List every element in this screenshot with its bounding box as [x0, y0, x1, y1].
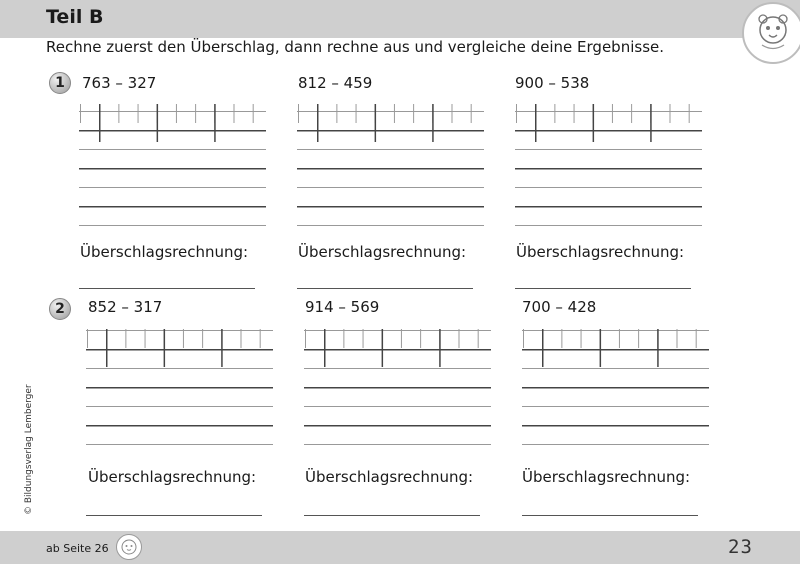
estimate-label-1c: Überschlagsrechnung:	[516, 243, 685, 261]
page-title: Teil B	[46, 6, 104, 28]
instruction-text: Rechne zuerst den Überschlag, dann rechne aus und vergleiche deine Ergebnisse.	[46, 38, 665, 56]
copyright-text: © Bildungsverlag Lemberger	[24, 384, 34, 515]
estimate-label-2b: Überschlagsrechnung:	[305, 468, 474, 486]
estimate-answer-line-1c[interactable]	[515, 288, 691, 289]
estimate-answer-line-2c[interactable]	[522, 515, 698, 516]
estimate-label-2a: Überschlagsrechnung:	[88, 468, 257, 486]
estimate-label-2c: Überschlagsrechnung:	[522, 468, 691, 486]
tiger-mascot-icon	[742, 2, 800, 64]
task-1a: 763 – 327	[82, 74, 157, 92]
exercise-number-2: 2	[49, 298, 71, 320]
estimate-answer-line-2b[interactable]	[304, 515, 480, 516]
footer-bar	[0, 531, 800, 564]
calculation-grid-1a[interactable]	[79, 104, 266, 237]
estimate-label-1b: Überschlagsrechnung:	[298, 243, 467, 261]
calculation-grid-2b[interactable]	[304, 329, 491, 462]
page-reference: ab Seite 26	[46, 542, 109, 555]
task-2b: 914 – 569	[305, 298, 380, 316]
calculation-grid-1b[interactable]	[297, 104, 484, 237]
header-bar	[0, 0, 800, 38]
estimate-answer-line-2a[interactable]	[86, 515, 262, 516]
task-1c: 900 – 538	[515, 74, 590, 92]
task-2c: 700 – 428	[522, 298, 597, 316]
calculation-grid-1c[interactable]	[515, 104, 702, 237]
calculation-grid-2c[interactable]	[522, 329, 709, 462]
page-number: 23	[728, 536, 753, 558]
task-2a: 852 – 317	[88, 298, 163, 316]
task-1b: 812 – 459	[298, 74, 373, 92]
exercise-number-1: 1	[49, 72, 71, 94]
estimate-answer-line-1a[interactable]	[79, 288, 255, 289]
estimate-label-1a: Überschlagsrechnung:	[80, 243, 249, 261]
tiger-mascot-icon	[116, 534, 142, 560]
calculation-grid-2a[interactable]	[86, 329, 273, 462]
estimate-answer-line-1b[interactable]	[297, 288, 473, 289]
